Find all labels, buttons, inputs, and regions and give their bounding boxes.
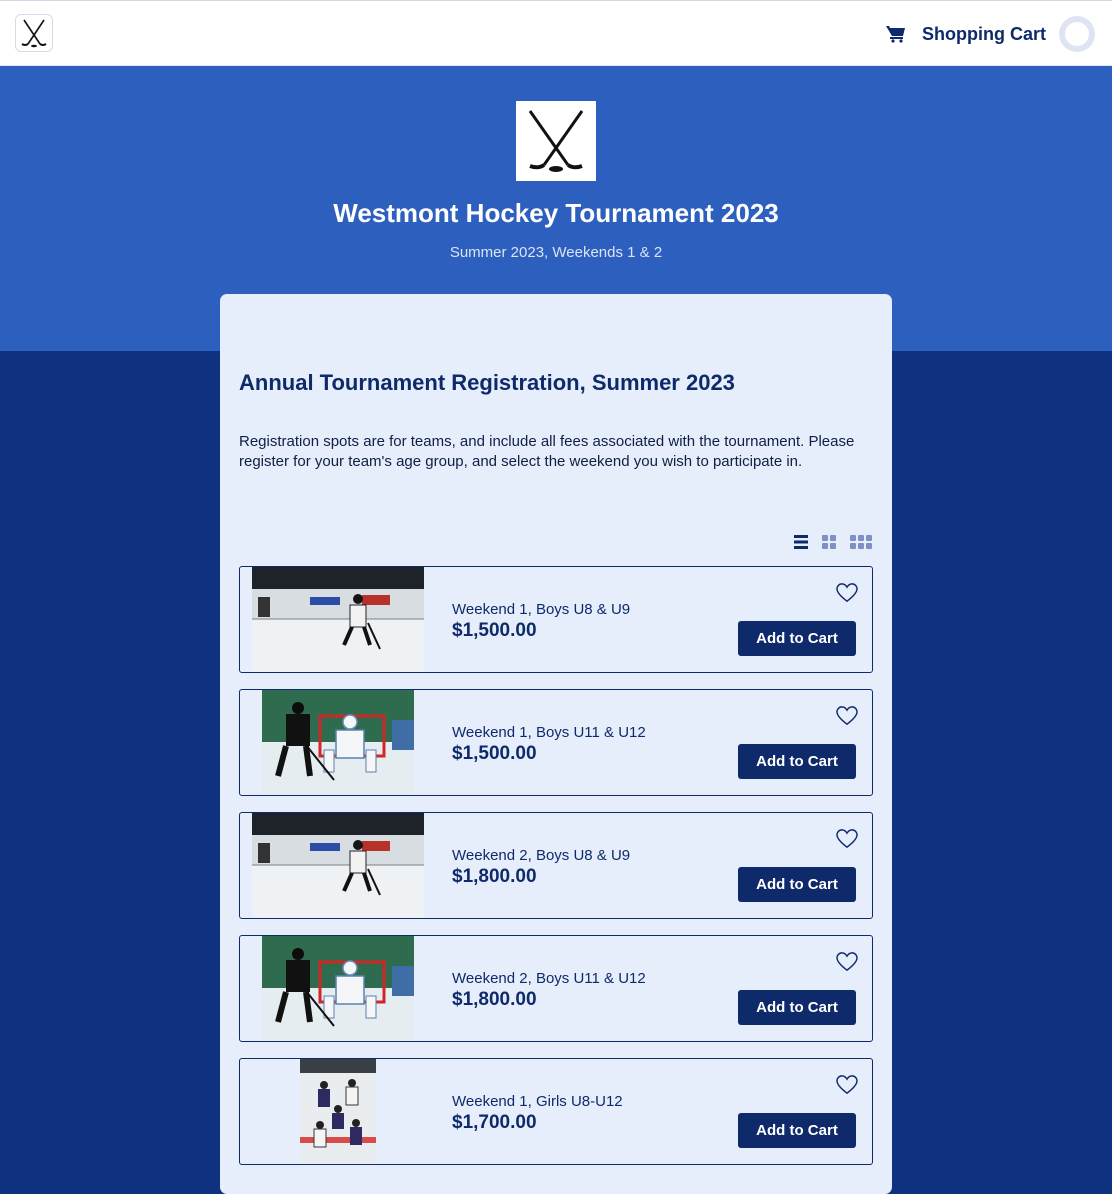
product-name[interactable]: Weekend 2, Boys U11 & U12 [452, 970, 646, 987]
product-image[interactable] [262, 936, 414, 1041]
favorite-heart-icon[interactable] [836, 829, 858, 849]
top-bar [0, 0, 1112, 66]
user-avatar-icon[interactable] [1059, 16, 1095, 52]
add-to-cart-button[interactable]: Add to Cart [738, 744, 856, 779]
product-name[interactable]: Weekend 1, Boys U8 & U9 [452, 601, 631, 618]
product-image[interactable] [252, 813, 424, 918]
product-name[interactable]: Weekend 2, Boys U8 & U9 [452, 847, 631, 864]
add-to-cart-button[interactable]: Add to Cart [738, 867, 856, 902]
favorite-heart-icon[interactable] [836, 706, 858, 726]
product-price: $1,500.00 [452, 743, 537, 764]
registration-card [220, 294, 892, 1194]
product-item[interactable] [239, 1058, 873, 1165]
product-price: $1,800.00 [452, 866, 537, 887]
product-image[interactable] [300, 1059, 376, 1164]
product-image[interactable] [262, 690, 414, 795]
list-view-icon[interactable] [793, 534, 809, 550]
product-name[interactable]: Weekend 1, Boys U11 & U12 [452, 724, 646, 741]
site-logo-icon[interactable] [15, 14, 53, 52]
product-item[interactable] [239, 689, 873, 796]
page-title: Westmont Hockey Tournament 2023 [333, 198, 779, 228]
page-subtitle: Summer 2023, Weekends 1 & 2 [449, 244, 663, 261]
product-price: $1,800.00 [452, 989, 537, 1010]
add-to-cart-button[interactable]: Add to Cart [738, 621, 856, 656]
product-price: $1,500.00 [452, 620, 537, 641]
product-item[interactable] [239, 566, 873, 673]
tournament-logo-icon [516, 101, 596, 181]
grid-2-view-icon[interactable] [821, 534, 837, 550]
favorite-heart-icon[interactable] [836, 1075, 858, 1095]
favorite-heart-icon[interactable] [836, 583, 858, 603]
product-item[interactable] [239, 812, 873, 919]
shopping-cart-icon [886, 25, 906, 43]
grid-3-view-icon[interactable] [849, 534, 873, 550]
section-description: Registration spots are for teams, and include all fees associated with the tournament. Please register for your team's age group, and select the weekend you wish to participate in. [239, 433, 855, 470]
product-price: $1,700.00 [452, 1112, 537, 1133]
add-to-cart-button[interactable]: Add to Cart [738, 1113, 856, 1148]
section-title: Annual Tournament Registration, Summer 2023 [239, 370, 735, 395]
product-image[interactable] [252, 567, 424, 672]
product-item[interactable] [239, 935, 873, 1042]
shopping-cart-label: Shopping Cart [922, 23, 1046, 44]
add-to-cart-button[interactable]: Add to Cart [738, 990, 856, 1025]
shopping-cart-link[interactable] [886, 21, 1046, 47]
favorite-heart-icon[interactable] [836, 952, 858, 972]
product-name[interactable]: Weekend 1, Girls U8-U12 [452, 1093, 623, 1110]
